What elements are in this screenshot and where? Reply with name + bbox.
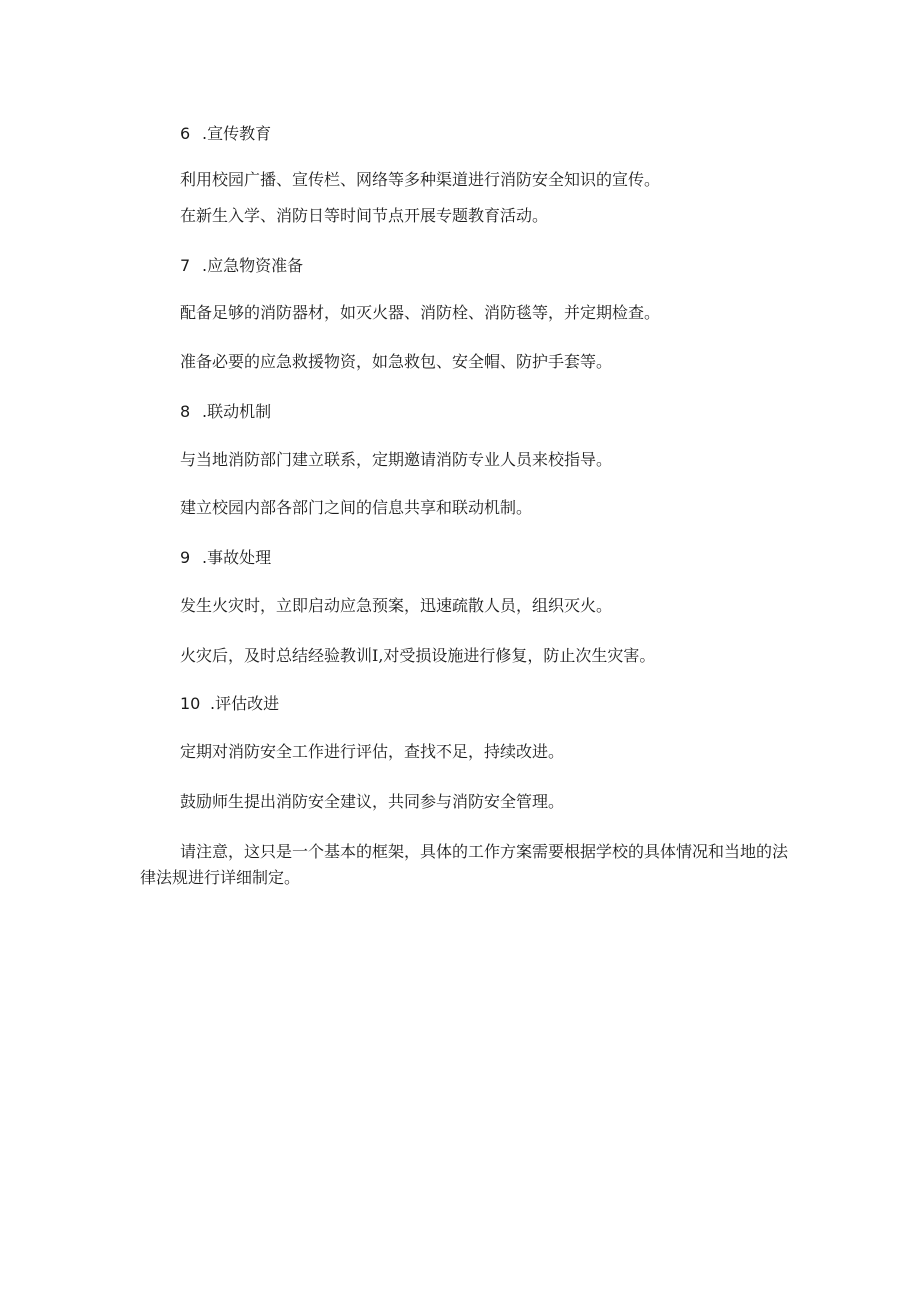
section-number: 8	[180, 402, 191, 421]
section-heading	[180, 693, 279, 715]
section-number: 9	[180, 548, 191, 567]
paragraph: 准备必要的应急救援物资，如急救包、安全帽、防护手套等。	[180, 352, 613, 371]
section-heading	[180, 255, 303, 277]
paragraph: 在新生入学、消防日等时间节点开展专题教育活动。	[180, 206, 549, 225]
section-heading	[180, 123, 271, 145]
section-title: .应急物资准备	[202, 256, 304, 275]
paragraph: 火灾后，及时总结经验教训I,对受损设施进行修复，防止次生灾害。	[180, 646, 656, 665]
paragraph: 定期对消防安全工作进行评估，查找不足，持续改进。	[180, 742, 565, 761]
paragraph: 发生火灾时，立即启动应急预案，迅速疏散人员，组织灭火。	[180, 596, 613, 615]
paragraph: 配备足够的消防器材，如灭火器、消防栓、消防毯等，并定期检查。	[180, 303, 661, 322]
section-heading	[180, 547, 271, 569]
paragraph: 建立校园内部各部门之间的信息共享和联动机制。	[180, 498, 533, 517]
section-heading	[180, 401, 271, 423]
section-number: 10	[180, 694, 201, 713]
paragraph: 与当地消防部门建立联系，定期邀请消防专业人员来校指导。	[180, 450, 613, 469]
closing-note: 请注意，这只是一个基本的框架，具体的工作方案需要根据学校的具体情况和当地的法律法规进行详细制定。	[140, 842, 789, 887]
paragraph: 利用校园广播、宣传栏、网络等多种渠道进行消防安全知识的宣传。	[180, 170, 661, 189]
section-title: .联动机制	[202, 402, 272, 421]
section-title: .事故处理	[202, 548, 272, 567]
paragraph: 鼓励师生提出消防安全建议，共同参与消防安全管理。	[180, 792, 565, 811]
section-number: 7	[180, 256, 191, 275]
section-title: .评估改进	[210, 694, 280, 713]
section-title: .宣传教育	[202, 124, 272, 143]
section-number: 6	[180, 124, 191, 143]
